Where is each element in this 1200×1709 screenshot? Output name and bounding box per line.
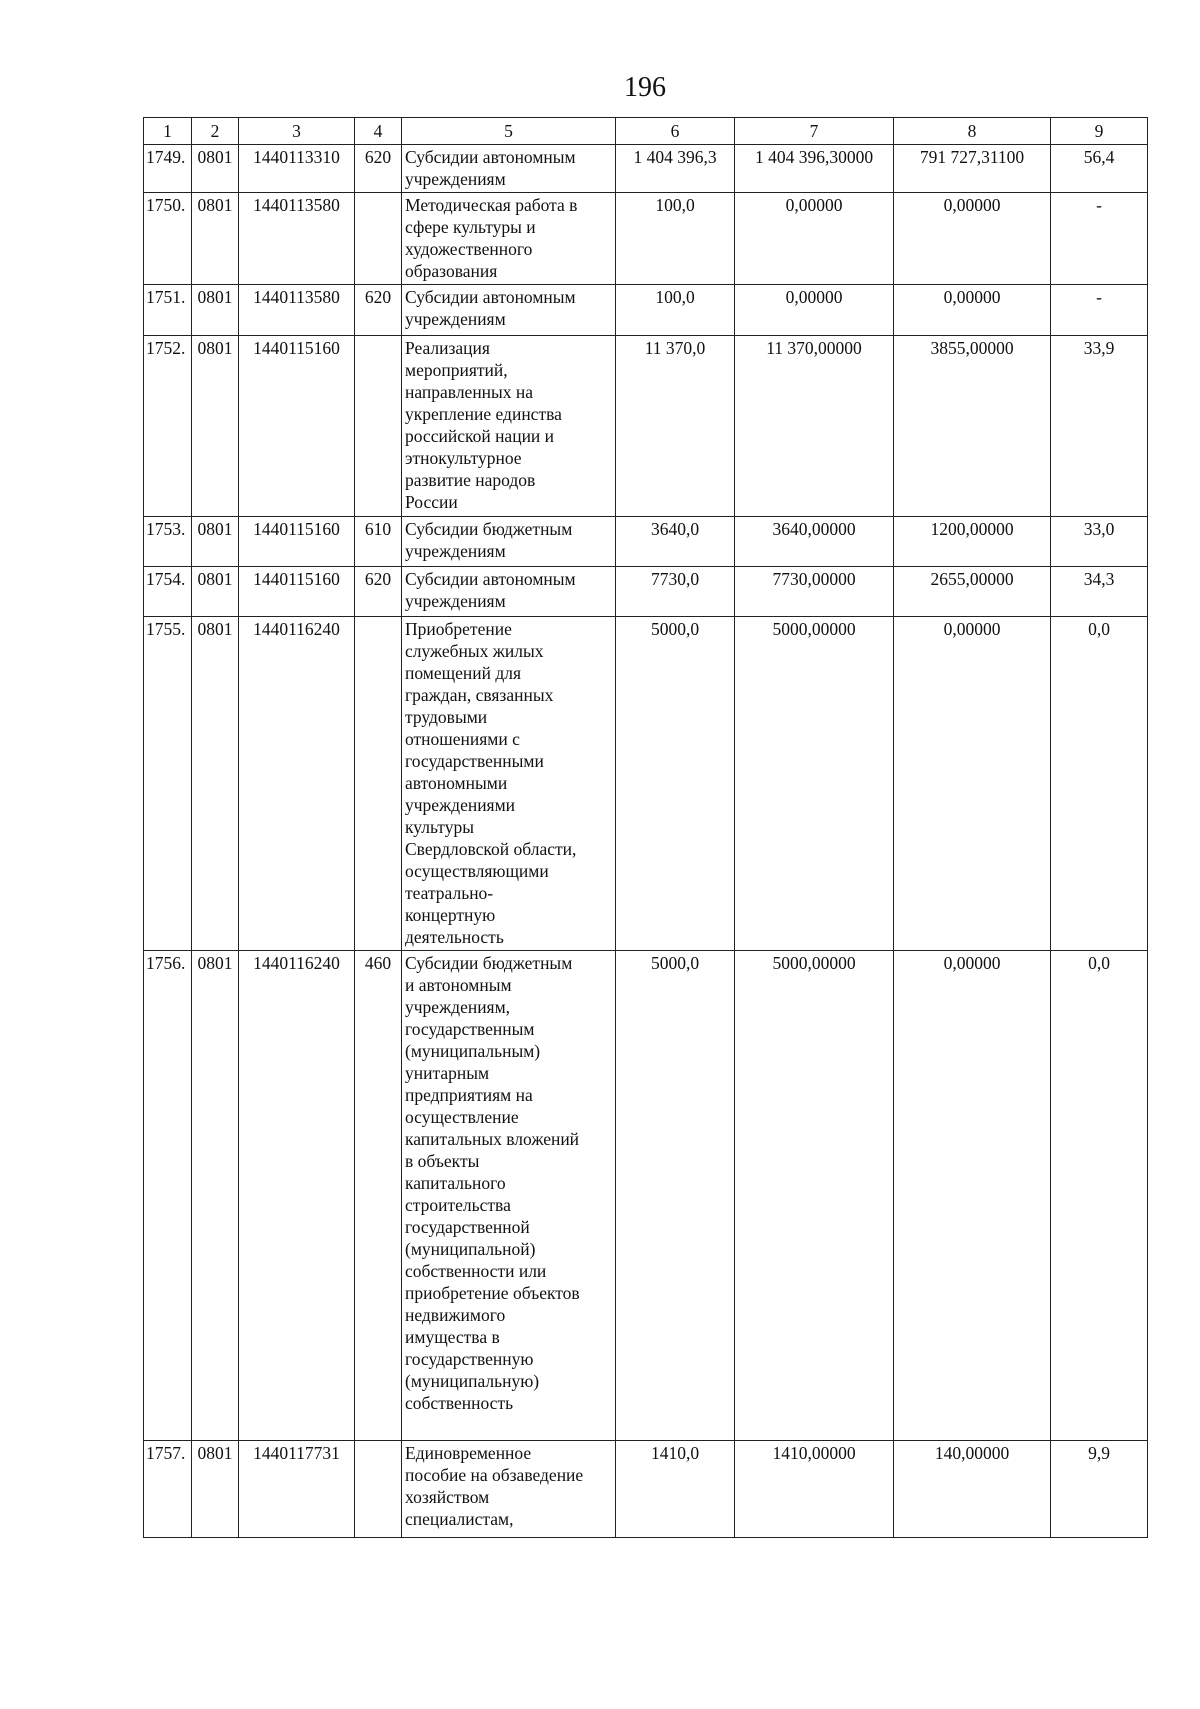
item-name: Субсидии бюджетным учреждениям xyxy=(402,517,616,567)
expense-type-code: 620 xyxy=(355,567,402,617)
item-name: Единовременное пособие на обзаведение хозяйством специалистам, xyxy=(402,1441,616,1538)
plan-amount: 11 370,0 xyxy=(616,336,735,517)
executed-amount: 2655,00000 xyxy=(894,567,1051,617)
item-name: Реализация мероприятий, направленных на укрепление единства российской нации и этнокультурное развитие народов России xyxy=(402,336,616,517)
executed-amount: 791 727,31100 xyxy=(894,145,1051,193)
executed-amount: 0,00000 xyxy=(894,285,1051,336)
row-number: 1752. xyxy=(144,336,192,517)
item-name: Субсидии бюджетным и автономным учреждениям, государственным (муниципальным) унитарным предприятиям на осуществление капитальных вложений в объекты капитального строительства государственной (муниципальной) собственности или приобретение объектов недвижимого имущества в государственную (муниципальную) собственность xyxy=(402,951,616,1441)
approved-amount: 1410,00000 xyxy=(735,1441,894,1538)
row-number: 1750. xyxy=(144,193,192,285)
approved-amount: 3640,00000 xyxy=(735,517,894,567)
expense-type-code xyxy=(355,336,402,517)
plan-amount: 100,0 xyxy=(616,285,735,336)
execution-percent: 9,9 xyxy=(1051,1441,1148,1538)
approved-amount: 5000,00000 xyxy=(735,951,894,1441)
table-header xyxy=(144,118,1148,145)
executed-amount: 0,00000 xyxy=(894,951,1051,1441)
table-row xyxy=(144,336,1148,517)
expense-type-code: 620 xyxy=(355,285,402,336)
approved-amount: 5000,00000 xyxy=(735,617,894,951)
row-number: 1756. xyxy=(144,951,192,1441)
execution-percent: 33,0 xyxy=(1051,517,1148,567)
plan-amount: 5000,0 xyxy=(616,617,735,951)
target-code: 1440115160 xyxy=(239,517,355,567)
table-row xyxy=(144,1441,1148,1538)
execution-percent: 0,0 xyxy=(1051,951,1148,1441)
row-number: 1754. xyxy=(144,567,192,617)
column-header-1: 1 xyxy=(144,118,192,145)
item-name: Субсидии автономным учреждениям xyxy=(402,567,616,617)
row-number: 1749. xyxy=(144,145,192,193)
table-row xyxy=(144,285,1148,336)
row-number: 1755. xyxy=(144,617,192,951)
approved-amount: 1 404 396,30000 xyxy=(735,145,894,193)
executed-amount: 1200,00000 xyxy=(894,517,1051,567)
expense-type-code xyxy=(355,193,402,285)
executed-amount: 140,00000 xyxy=(894,1441,1051,1538)
plan-amount: 1 404 396,3 xyxy=(616,145,735,193)
execution-percent: 33,9 xyxy=(1051,336,1148,517)
table-row xyxy=(144,951,1148,1441)
expense-type-code: 610 xyxy=(355,517,402,567)
target-code: 1440115160 xyxy=(239,336,355,517)
approved-amount: 0,00000 xyxy=(735,193,894,285)
plan-amount: 5000,0 xyxy=(616,951,735,1441)
section-code: 0801 xyxy=(192,336,239,517)
plan-amount: 100,0 xyxy=(616,193,735,285)
column-header-6: 6 xyxy=(616,118,735,145)
section-code: 0801 xyxy=(192,951,239,1441)
target-code: 1440117731 xyxy=(239,1441,355,1538)
page-number: 196 xyxy=(624,72,666,103)
column-header-8: 8 xyxy=(894,118,1051,145)
executed-amount: 3855,00000 xyxy=(894,336,1051,517)
table-row xyxy=(144,617,1148,951)
table-body xyxy=(144,145,1148,1538)
expense-type-code xyxy=(355,1441,402,1538)
column-header-2: 2 xyxy=(192,118,239,145)
column-header-4: 4 xyxy=(355,118,402,145)
executed-amount: 0,00000 xyxy=(894,617,1051,951)
table-row xyxy=(144,567,1148,617)
target-code: 1440113580 xyxy=(239,193,355,285)
row-number: 1757. xyxy=(144,1441,192,1538)
row-number: 1751. xyxy=(144,285,192,336)
column-number-row xyxy=(144,118,1148,145)
executed-amount: 0,00000 xyxy=(894,193,1051,285)
table-row xyxy=(144,517,1148,567)
approved-amount: 0,00000 xyxy=(735,285,894,336)
execution-percent: 56,4 xyxy=(1051,145,1148,193)
row-number: 1753. xyxy=(144,517,192,567)
section-code: 0801 xyxy=(192,1441,239,1538)
table-row xyxy=(144,193,1148,285)
plan-amount: 7730,0 xyxy=(616,567,735,617)
section-code: 0801 xyxy=(192,145,239,193)
approved-amount: 7730,00000 xyxy=(735,567,894,617)
plan-amount: 1410,0 xyxy=(616,1441,735,1538)
item-name: Субсидии автономным учреждениям xyxy=(402,285,616,336)
section-code: 0801 xyxy=(192,193,239,285)
target-code: 1440113580 xyxy=(239,285,355,336)
column-header-3: 3 xyxy=(239,118,355,145)
section-code: 0801 xyxy=(192,617,239,951)
expense-type-code: 620 xyxy=(355,145,402,193)
item-name: Субсидии автономным учреждениям xyxy=(402,145,616,193)
item-name: Приобретение служебных жилых помещений для граждан, связанных трудовыми отношениями с государственными автономными учреждениями культуры Свердловской области, осуществляющими театрально- концертную деятельность xyxy=(402,617,616,951)
expense-type-code: 460 xyxy=(355,951,402,1441)
section-code: 0801 xyxy=(192,517,239,567)
target-code: 1440116240 xyxy=(239,951,355,1441)
section-code: 0801 xyxy=(192,285,239,336)
target-code: 1440113310 xyxy=(239,145,355,193)
execution-percent: - xyxy=(1051,193,1148,285)
table-row xyxy=(144,145,1148,193)
execution-percent: - xyxy=(1051,285,1148,336)
target-code: 1440116240 xyxy=(239,617,355,951)
execution-percent: 0,0 xyxy=(1051,617,1148,951)
column-header-7: 7 xyxy=(735,118,894,145)
column-header-5: 5 xyxy=(402,118,616,145)
target-code: 1440115160 xyxy=(239,567,355,617)
item-name: Методическая работа в сфере культуры и художественного образования xyxy=(402,193,616,285)
column-header-9: 9 xyxy=(1051,118,1148,145)
approved-amount: 11 370,00000 xyxy=(735,336,894,517)
plan-amount: 3640,0 xyxy=(616,517,735,567)
budget-table xyxy=(143,117,1148,1538)
section-code: 0801 xyxy=(192,567,239,617)
execution-percent: 34,3 xyxy=(1051,567,1148,617)
expense-type-code xyxy=(355,617,402,951)
